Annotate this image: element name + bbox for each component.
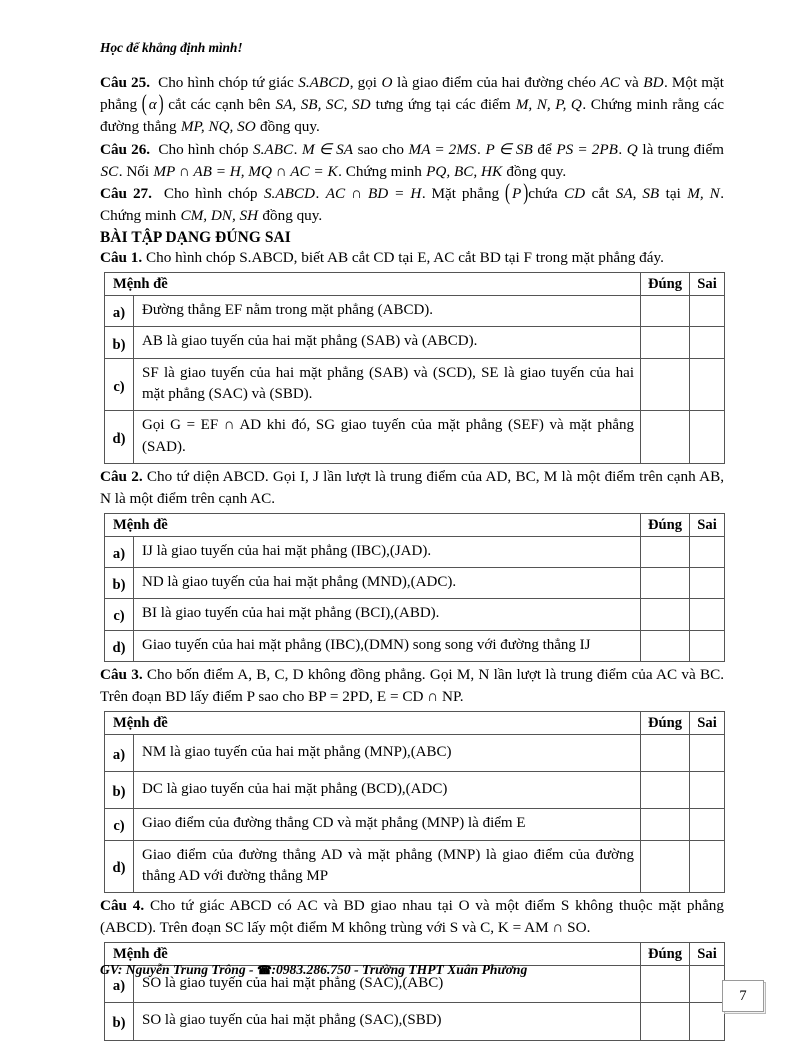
text-fragment: chứa <box>528 185 564 203</box>
row-letter: d) <box>105 630 134 661</box>
answer-cell-true[interactable] <box>641 771 690 808</box>
math-fragment: AC <box>600 74 620 91</box>
math-fragment: S.ABCD <box>298 74 350 91</box>
row-letter: d) <box>105 840 134 893</box>
footer-author: GV: Nguyễn Trung Trông - <box>100 962 257 977</box>
question-prompt-cau-2 <box>100 466 724 510</box>
row-letter: c) <box>105 358 134 411</box>
table-row <box>105 327 725 358</box>
math-fragment: S.ABC <box>253 140 294 158</box>
question-prompt-text: Cho tứ diện ABCD. Gọi I, J lần lượt là trung điểm của AD, BC, M là một điểm trên cạnh AB, N là một điểm trên cạnh AC. <box>100 467 724 507</box>
math-fragment: PS = 2PB <box>556 140 618 158</box>
answer-cell-true[interactable] <box>641 599 690 630</box>
exercise-label: Câu 26. <box>100 140 151 158</box>
row-statement: DC là giao tuyến của hai mặt phẳng (BCD),(ADC) <box>134 771 641 808</box>
question-label: Câu 2. <box>100 467 143 485</box>
text-fragment: để <box>533 140 556 158</box>
text-fragment: tại <box>659 185 687 203</box>
proposition-table-cau-2 <box>104 513 725 662</box>
text-fragment: . Một mặt phẳng <box>100 74 724 113</box>
question-prompt-cau-3 <box>100 664 724 708</box>
column-header-statement: Mệnh đề <box>105 273 641 296</box>
row-letter: b) <box>105 771 134 808</box>
column-header-false: Sai <box>690 711 725 734</box>
text-fragment: đồng quy. <box>256 117 320 135</box>
table-row <box>105 358 725 411</box>
math-fragment: PQ, BC, HK <box>426 162 503 180</box>
answer-cell-true[interactable] <box>641 630 690 661</box>
proposition-table-cau-4 <box>104 942 725 1041</box>
column-header-false: Sai <box>690 513 725 536</box>
row-letter: d) <box>105 411 134 464</box>
math-fragment: P ∈ SB <box>485 140 533 158</box>
phone-icon: ☎ <box>256 963 272 977</box>
exercise-cau-26 <box>100 139 724 183</box>
table-row <box>105 809 725 840</box>
column-header-true: Đúng <box>641 942 690 965</box>
text-fragment: sao cho <box>353 140 409 158</box>
section-heading: BÀI TẬP DẠNG ĐÚNG SAI <box>100 229 291 247</box>
answer-cell-true[interactable] <box>641 1003 690 1040</box>
proposition-table-cau-3 <box>104 711 725 893</box>
math-fragment: AC ∩ BD = H <box>325 185 422 203</box>
row-statement: Giao điểm của đường thẳng CD và mặt phẳng (MNP) là điểm E <box>134 809 641 840</box>
table-row <box>105 630 725 661</box>
answer-cell-false[interactable] <box>690 358 725 411</box>
answer-cell-false[interactable] <box>690 599 725 630</box>
text-fragment: . Chứng minh <box>100 185 725 225</box>
text-fragment: Cho hình chóp tứ giác <box>158 74 298 91</box>
page-number-container <box>722 980 766 1014</box>
row-statement: Giao điểm của đường thẳng AD và mặt phẳng (MNP) là giao điểm của đường thẳng AD với đường thẳng MP <box>134 840 641 893</box>
text-fragment: đồng quy. <box>502 162 567 180</box>
math-fragment: BD <box>643 74 664 91</box>
column-header-true: Đúng <box>641 273 690 296</box>
math-fragment: M ∈ SA <box>302 140 354 158</box>
text-fragment: Cho hình chóp <box>163 185 264 203</box>
text-fragment: . <box>293 140 302 158</box>
row-statement: Gọi G = EF ∩ AD khi đó, SG giao tuyến của mặt phẳng (SEF) và mặt phẳng (SAD). <box>134 411 641 464</box>
question-prompt-text: Cho hình chóp S.ABCD, biết AB cắt CD tại E, AC cắt BD tại F trong mặt phẳng đáy. <box>146 249 664 267</box>
proposition-table-cau-1 <box>104 272 725 464</box>
row-statement: SO là giao tuyến của hai mặt phẳng (SAC),(SBD) <box>134 1003 641 1040</box>
exercise-label: Câu 27. <box>100 185 152 203</box>
text-fragment: là trung điểm <box>638 140 724 158</box>
math-fragment: M, N, P, Q <box>515 95 582 113</box>
math-fragment: SC <box>100 162 119 180</box>
answer-cell-false[interactable] <box>690 630 725 661</box>
footer <box>100 962 527 978</box>
table-row <box>105 599 725 630</box>
table-row <box>105 840 725 893</box>
row-statement: Giao tuyến của hai mặt phẳng (IBC),(DMN) song song với đường thẳng IJ <box>134 630 641 661</box>
table-row <box>105 734 725 771</box>
math-fragment: O <box>381 74 393 91</box>
answer-cell-false[interactable] <box>690 536 725 567</box>
page-body <box>100 0 725 1032</box>
column-header-false: Sai <box>690 273 725 296</box>
question-label: Câu 3. <box>100 665 143 683</box>
text-fragment: là giao điểm của hai đường chéo <box>393 74 600 91</box>
answer-cell-false[interactable] <box>690 411 725 464</box>
row-letter: b) <box>105 327 134 358</box>
math-fragment: S.ABCD <box>263 185 315 203</box>
table-row <box>105 536 725 567</box>
row-letter: b) <box>105 1003 134 1040</box>
answer-cell-false[interactable] <box>690 734 725 771</box>
math-fragment: MP ∩ AB = H, MQ ∩ AC = K <box>153 162 338 180</box>
math-fragment: SA, SB <box>615 185 660 203</box>
text-fragment: . <box>315 185 326 203</box>
row-statement: BI là giao tuyến của hai mặt phẳng (BCI),(ABD). <box>134 599 641 630</box>
exercise-cau-27 <box>100 183 724 227</box>
answer-cell-true[interactable] <box>641 358 690 411</box>
footer-phone: :0983.286.750 <box>271 962 351 977</box>
text-fragment: , gọi <box>349 74 382 91</box>
row-letter: a) <box>105 965 134 1002</box>
row-statement: SO là giao tuyến của hai mặt phẳng (SAC),(ABC) <box>134 965 641 1002</box>
footer-school: - Trường THPT Xuân Phương <box>350 962 528 977</box>
answer-cell-false[interactable] <box>690 327 725 358</box>
row-statement: ND là giao tuyến của hai mặt phẳng (MND),(ADC). <box>134 567 641 598</box>
text-fragment: đồng quy. <box>258 207 323 225</box>
math-fragment: CD <box>564 185 586 203</box>
row-statement: IJ là giao tuyến của hai mặt phẳng (IBC),(JAD). <box>134 536 641 567</box>
row-letter: b) <box>105 567 134 598</box>
column-header-true: Đúng <box>641 513 690 536</box>
answer-cell-true[interactable] <box>641 567 690 598</box>
row-letter: c) <box>105 809 134 840</box>
answer-cell-false[interactable] <box>690 965 725 1002</box>
math-fragment: SA, SB, SC, SD <box>275 95 371 113</box>
answer-cell-true[interactable] <box>641 536 690 567</box>
exercise-label: Câu 25. <box>100 74 151 91</box>
column-header-false: Sai <box>690 942 725 965</box>
answer-cell-false[interactable] <box>690 840 725 893</box>
text-fragment: . Chứng minh <box>338 162 426 180</box>
text-fragment: . <box>618 140 627 158</box>
math-fragment: MP, NQ, SO <box>180 117 256 135</box>
math-paren-group: ( α ) <box>142 94 164 116</box>
table-header-row <box>105 711 725 734</box>
math-fragment: Q <box>626 140 638 158</box>
table-row <box>105 771 725 808</box>
text-fragment: . <box>477 140 485 158</box>
row-statement: AB là giao tuyến của hai mặt phẳng (SAB) và (ABCD). <box>134 327 641 358</box>
exercise-cau-25 <box>100 72 724 138</box>
row-letter: a) <box>105 296 134 327</box>
text-fragment: . Mặt phẳng <box>421 185 505 203</box>
answer-cell-false[interactable] <box>690 809 725 840</box>
page-number: 7 <box>722 980 764 1012</box>
column-header-statement: Mệnh đề <box>105 942 641 965</box>
text-fragment: Cho hình chóp <box>158 140 253 158</box>
text-fragment: cắt các cạnh bên <box>163 95 275 113</box>
math-paren-group: ( P ) <box>505 183 528 205</box>
row-statement: SF là giao tuyến của hai mặt phẳng (SAB) và (SCD), SE là giao tuyến của hai mặt phẳng (SAC) và (SBD). <box>134 358 641 411</box>
math-fragment: MA = 2MS <box>408 140 477 158</box>
math-fragment: M, N <box>687 185 720 203</box>
row-letter: a) <box>105 734 134 771</box>
question-prompt-cau-1 <box>100 247 724 269</box>
row-letter: a) <box>105 536 134 567</box>
question-label: Câu 4. <box>100 897 145 915</box>
column-header-statement: Mệnh đề <box>105 513 641 536</box>
math-fragment: CM, DN, SH <box>180 207 259 225</box>
row-statement: NM là giao tuyến của hai mặt phẳng (MNP),(ABC) <box>134 734 641 771</box>
answer-cell-false[interactable] <box>690 1003 725 1040</box>
answer-cell-true[interactable] <box>641 411 690 464</box>
answer-cell-true[interactable] <box>641 809 690 840</box>
question-label: Câu 1. <box>100 249 143 267</box>
table-row <box>105 567 725 598</box>
text-fragment: và <box>620 74 643 91</box>
question-prompt-text: Cho bốn điểm A, B, C, D không đồng phẳng. Gọi M, N lần lượt là trung điểm của AC và BC. Trên đoạn BD lấy điểm P sao cho BP = 2PD, E = CD ∩ NP. <box>100 665 725 705</box>
question-prompt-cau-4 <box>100 895 724 939</box>
text-fragment: . Nối <box>118 162 153 180</box>
row-statement: Đường thẳng EF nằm trong mặt phẳng (ABCD). <box>134 296 641 327</box>
table-row <box>105 296 725 327</box>
table-header-row <box>105 513 725 536</box>
answer-cell-true[interactable] <box>641 327 690 358</box>
text-fragment: . Chứng minh rằng các đường thẳng <box>100 95 725 135</box>
answer-cell-true[interactable] <box>641 734 690 771</box>
answer-cell-true[interactable] <box>641 840 690 893</box>
column-header-statement: Mệnh đề <box>105 711 641 734</box>
question-prompt-text: Cho tứ giác ABCD có AC và BD giao nhau tại O và một điểm S không thuộc mặt phẳng (ABCD). Trên đoạn SC lấy một điểm M không trùng với S và C, K = AM ∩ SO. <box>100 897 724 937</box>
row-letter: c) <box>105 599 134 630</box>
text-fragment: tưng ứng tại các điểm <box>371 95 516 113</box>
answer-cell-false[interactable] <box>690 296 725 327</box>
table-row <box>105 411 725 464</box>
main-content <box>100 72 724 1043</box>
table-row <box>105 1003 725 1040</box>
table-header-row <box>105 273 725 296</box>
text-fragment: cắt <box>585 185 616 203</box>
answer-cell-false[interactable] <box>690 567 725 598</box>
running-head: Học để khẳng định mình! <box>100 40 243 55</box>
answer-cell-true[interactable] <box>641 965 690 1002</box>
answer-cell-true[interactable] <box>641 296 690 327</box>
answer-cell-false[interactable] <box>690 771 725 808</box>
column-header-true: Đúng <box>641 711 690 734</box>
